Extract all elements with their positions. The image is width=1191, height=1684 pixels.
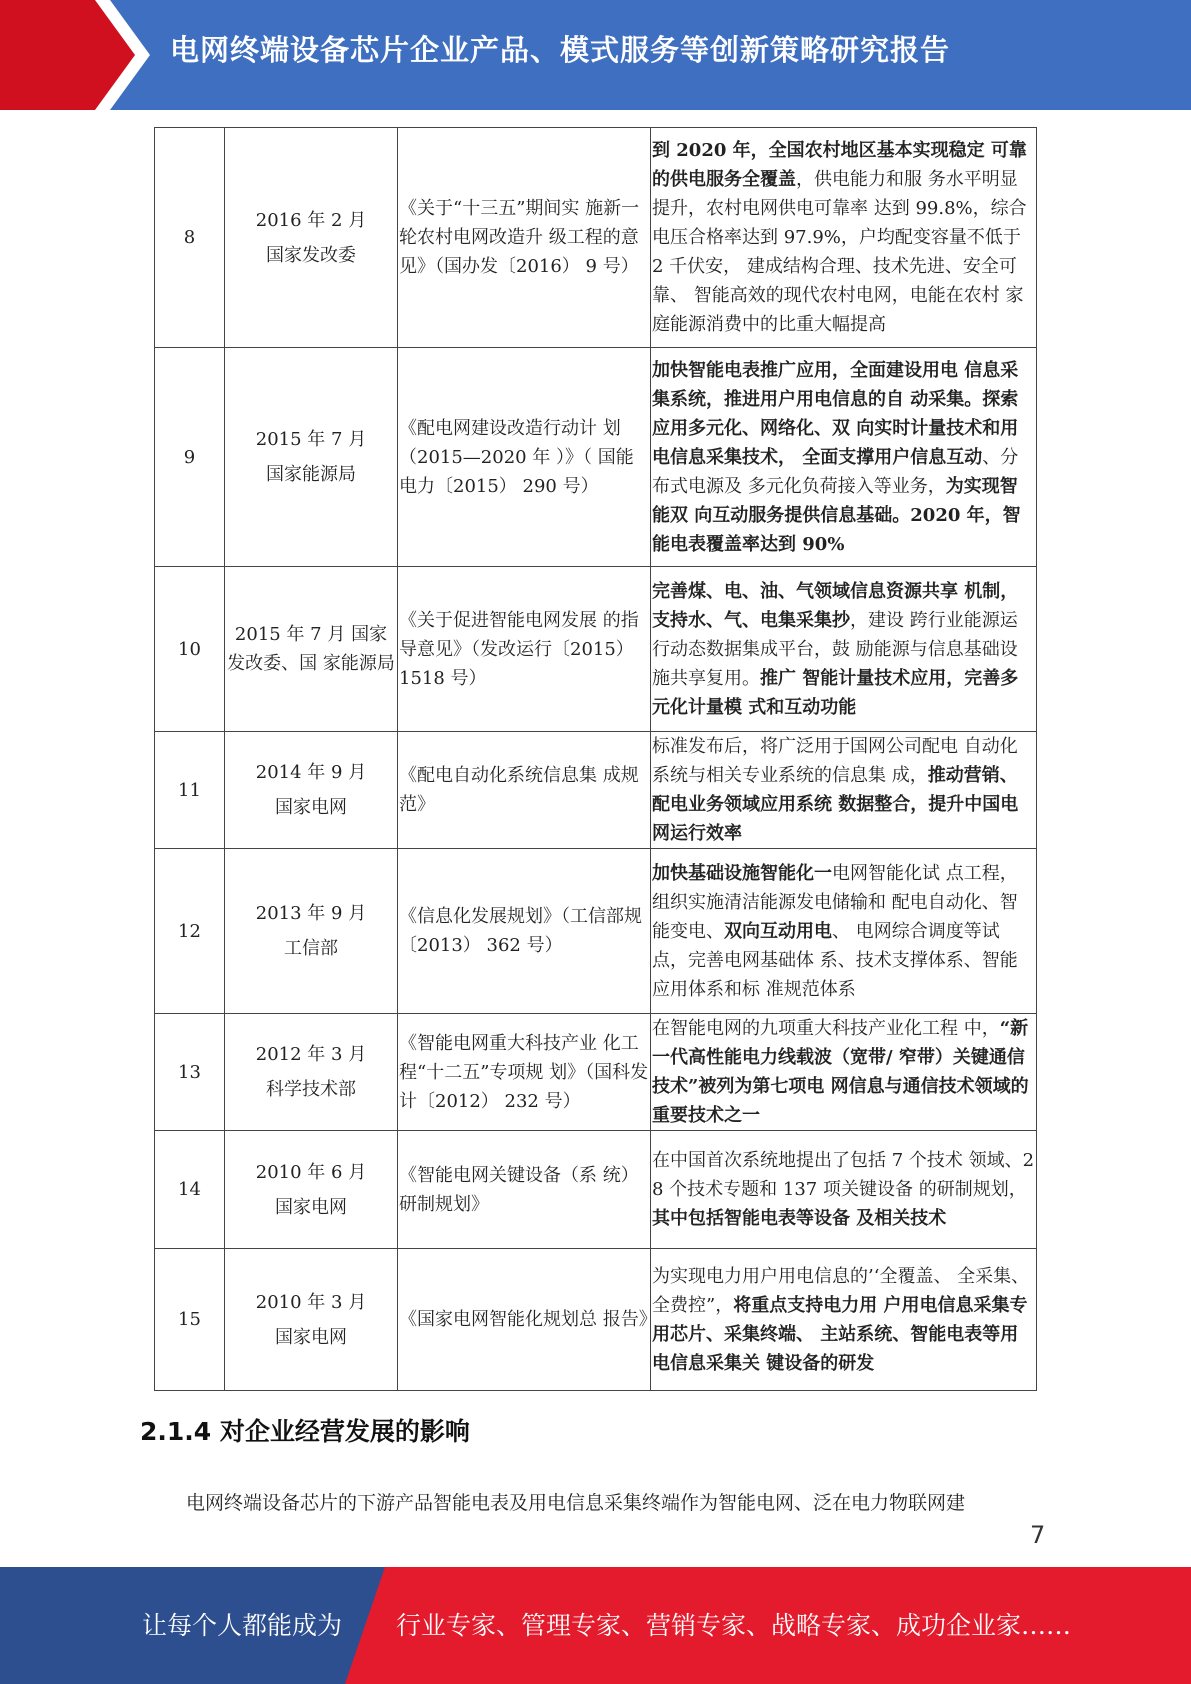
policy-document-cell: 《智能电网重大科技产业 化工程“十二五”专项规 划》（国科发计〔2012） 232 号） — [398, 1014, 651, 1131]
date-issuer-line: 2016 年 2 月 — [255, 209, 367, 231]
document-title: 电网终端设备芯片企业产品、模式服务等创新策略研究报告 — [170, 33, 951, 67]
row-number-cell: 10 — [155, 567, 225, 732]
content-emphasis: 到 2020 年，全国农村地区基本实现稳定 可靠的供电服务全覆盖 — [652, 140, 1027, 190]
policy-document-cell: 《信息化发展规划》（工信部规〔2013） 362 号） — [398, 849, 651, 1014]
content-emphasis: 双向互动用电 — [724, 920, 832, 942]
policy-content-cell — [651, 1249, 1037, 1391]
table-row — [155, 1014, 1037, 1131]
date-issuer-line: 国家能源局 — [266, 464, 356, 485]
date-issuer-cell — [225, 849, 398, 1014]
row-number-cell: 12 — [155, 849, 225, 1014]
content-emphasis: 为实现智能双 向互动服务提供信息基础。2020 年，智 能电表覆盖率达到 90% — [652, 475, 1021, 555]
header-red-arrow — [0, 0, 150, 110]
content-emphasis: 其中包括智能电表等设备 及相关技术 — [652, 1208, 947, 1229]
page-header — [0, 0, 1191, 110]
row-number-cell: 13 — [155, 1014, 225, 1131]
row-number-cell: 8 — [155, 128, 225, 348]
date-issuer-line: 2013 年 9 月 — [255, 903, 367, 924]
date-issuer-line: 国家电网 — [275, 1326, 347, 1348]
content-text: ，供电能力和服 务水平明显提升，农村电网供电可靠率 达到 99.8%，综合电压合格率达到 97.9%，户均配变容量不低于 2 千伏安， 建成结构合理、技术先进、安全可靠、 智能高效的现代农村电网，电能在农村 家庭能源消费中的比重大幅提高 — [652, 169, 1027, 335]
policy-document-cell: 《配电自动化系统信息集 成规范》 — [398, 732, 651, 849]
content-emphasis: 完善煤、电、油、气领域信息资源共享 机制，支持水、气、电集采集抄 — [652, 580, 1019, 631]
table-row — [155, 732, 1037, 849]
table-row — [155, 348, 1037, 567]
table-row — [155, 1131, 1037, 1249]
date-issuer-line: 2010 年 6 月 — [255, 1161, 367, 1183]
footer-slogan-left: 让每个人都能成为 — [142, 1611, 343, 1640]
content-emphasis: 加快智能电表推广应用，全面建设用电 信息采集系统，推进用户用电信息的自 动采集。探索应用多元化、网络化、双 向实时计量技术和用电信息采集技术， 全面支撑用户信息互动 — [652, 359, 1019, 468]
content-text: 、 电网综合调度等试点，完善电网基础体 系、技术支撑体系、智能应用体系和标 准规范体系 — [652, 920, 1018, 1000]
row-number-cell: 11 — [155, 732, 225, 849]
date-issuer-cell — [225, 567, 398, 732]
page-footer — [0, 1567, 1191, 1684]
row-number-cell: 14 — [155, 1131, 225, 1249]
content-text: 为实现电力用户用电信息的’‘全覆盖、 全采集、全费控”， — [652, 1265, 1030, 1316]
content-emphasis: 将重点支持电力用 户用电信息采集专用芯片、采集终端、 主站系统、智能电表等用电信息采集关 键设备的研发 — [652, 1294, 1028, 1374]
policy-content-cell — [651, 128, 1037, 348]
date-issuer-cell — [225, 1249, 398, 1391]
date-issuer-line: 2012 年 3 月 — [255, 1044, 367, 1065]
table-row — [155, 567, 1037, 732]
policy-table — [154, 127, 1037, 1391]
row-number-cell: 15 — [155, 1249, 225, 1391]
footer-slogan-right: 行业专家、管理专家、营销专家、战略专家、成功企业家…… — [396, 1611, 1072, 1640]
policy-document-cell: 《智能电网关键设备（系 统）研制规划》 — [398, 1131, 651, 1249]
date-issuer-cell — [225, 732, 398, 849]
content-text: ，建设 跨行业能源运行动态数据集成平台，鼓 励能源与信息基础设施共享复用。 — [652, 609, 1018, 689]
table-row — [155, 128, 1037, 348]
page-number: 7 — [1030, 1521, 1046, 1549]
date-issuer-cell — [225, 1014, 398, 1131]
policy-content-cell — [651, 567, 1037, 732]
content-text: 标准发布后，将广泛用于国网公司配电 自动化系统与相关专业系统的信息集 成， — [652, 736, 1018, 786]
date-issuer-cell — [225, 128, 398, 348]
header-red-arrow-shape — [0, 0, 150, 110]
date-issuer-line: 国家发改委 — [266, 244, 356, 266]
content-emphasis: 加快基础设施智能化一 — [652, 862, 832, 884]
policy-content-cell — [651, 732, 1037, 849]
policy-document-cell: 《国家电网智能化规划总 报告》 — [398, 1249, 651, 1391]
content-text: 在智能电网的九项重大科技产业化工程 中， — [652, 1018, 1000, 1039]
date-issuer-line: 2010 年 3 月 — [255, 1291, 367, 1313]
date-issuer-line: 科学技术部 — [266, 1079, 356, 1100]
content-text: 电网智能化试 点工程，组织实施清洁能源发电储输和 配电自动化、智能变电、 — [652, 862, 1018, 942]
policy-content-cell — [651, 348, 1037, 567]
date-issuer-line: 国家电网 — [275, 797, 347, 818]
policy-document-cell: 《配电网建设改造行动计 划（2015—2020 年 ）》（ 国能电力〔2015） 290 号） — [398, 348, 651, 567]
policy-document-cell: 《关于促进智能电网发展 的指导意见》（发改运行〔2015） 1518 号） — [398, 567, 651, 732]
policy-content-cell — [651, 1131, 1037, 1249]
date-issuer-line: 2015 年 7 月 国家发改委、国 家能源局 — [227, 624, 395, 674]
content-text: 在中国首次系统地提出了包括 7 个技术 领域、28 个技术专题和 137 项关键设备 的研制规划， — [652, 1150, 1035, 1200]
policy-document-cell: 《关于“十三五”期间实 施新一轮农村电网改造升 级工程的意见》（国办发〔2016） 9 号） — [398, 128, 651, 348]
table-row — [155, 849, 1037, 1014]
date-issuer-line: 2014 年 9 月 — [255, 762, 367, 783]
section-heading: 2.1.4 对企业经营发展的影响 — [140, 1417, 470, 1446]
policy-content-cell — [651, 1014, 1037, 1131]
date-issuer-line: 国家电网 — [275, 1196, 347, 1218]
content-emphasis: 推动营销、配电业务领域应用系统 数据整合，提升中国电网运行效率 — [652, 765, 1019, 844]
date-issuer-cell — [225, 1131, 398, 1249]
content-emphasis: “新一代高性能电力线载波（宽带/ 窄带）关键通信技术”被列为第七项电 网信息与通信技术领域的重要技术之一 — [652, 1018, 1029, 1126]
date-issuer-cell — [225, 348, 398, 567]
date-issuer-line: 2015 年 7 月 — [255, 429, 367, 450]
body-paragraph: 电网终端设备芯片的下游产品智能电表及用电信息采集终端作为智能电网、泛在电力物联网建 — [186, 1492, 966, 1514]
policy-content-cell — [651, 849, 1037, 1014]
row-number-cell: 9 — [155, 348, 225, 567]
table-row — [155, 1249, 1037, 1391]
date-issuer-line: 工信部 — [284, 938, 338, 959]
content-emphasis: 推广 智能计量技术应用，完善多元化计量模 式和互动功能 — [652, 667, 1019, 718]
content-text: 、分布式电源及 多元化负荷接入等业务， — [652, 446, 1019, 497]
